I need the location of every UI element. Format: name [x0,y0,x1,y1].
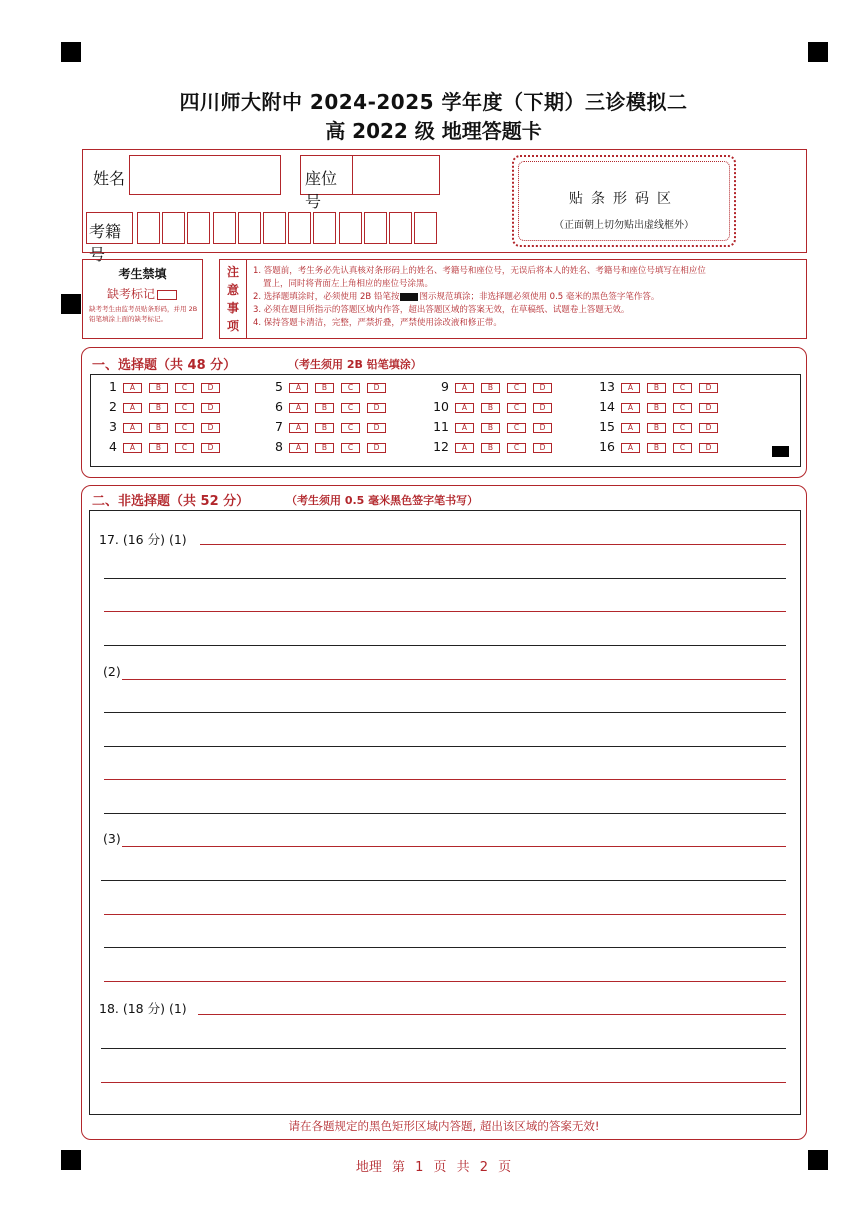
answer-bubble[interactable]: D [533,443,552,453]
page-title: 四川师大附中 2024-2025 学年度（下期）三诊模拟二 [179,90,688,114]
answer-bubble[interactable]: A [455,403,474,413]
answer-line [198,1014,786,1015]
answer-bubble[interactable]: D [533,423,552,433]
answer-bubble[interactable]: C [507,423,526,433]
answer-bubble[interactable]: B [149,403,168,413]
notice-list [253,265,800,330]
answer-bubble[interactable]: B [481,423,500,433]
notice-item-4: 4. 保持答题卡清洁，完整，严禁折叠，严禁使用涂改液和修正带。 [253,318,502,328]
exam-id-digit-box[interactable] [263,212,286,244]
notice-item-1-cont: 置上，同时将背面左上角相应的座位号涂黑。 [263,279,434,289]
notice-item-1: 1. 答题前，考生务必先认真核对条形码上的姓名、考籍号和座位号，无误后将本人的姓名、考籍号和座位号填写在相应位 [253,266,706,276]
exam-id-digit-box[interactable] [213,212,236,244]
q17-3-label: (3) [103,831,121,846]
answer-bubble[interactable]: C [175,383,194,393]
page-subtitle: 高 2022 级 地理答题卡 [325,119,542,143]
notice-box [219,259,807,339]
q17-2-label: (2) [103,664,121,679]
answer-bubble[interactable]: D [201,383,220,393]
page-footer: 地理 第 1 页 共 2 页 [355,1160,512,1175]
notice-char: 事 [226,301,239,315]
answer-bubble[interactable]: A [621,383,640,393]
answer-bubble[interactable]: A [455,383,474,393]
answer-line [104,611,786,612]
answer-bubble[interactable]: B [647,423,666,433]
answer-bubble[interactable]: C [673,383,692,393]
answer-bubble[interactable]: A [123,443,142,453]
answer-bubble[interactable]: C [673,423,692,433]
notice-char: 注 [226,265,239,279]
name-field[interactable] [129,155,281,195]
student-info-box [82,149,807,264]
answer-bubble[interactable]: C [507,403,526,413]
multiple-choice-section [81,347,807,478]
absent-mark-box [82,259,203,339]
answer-bubble[interactable]: A [621,443,640,453]
section1-instruction: （考生须用 2B 铅笔填涂） [288,358,422,371]
exam-id-digit-box[interactable] [238,212,261,244]
barcode-note: （正面朝上切勿贴出虚线框外） [554,220,694,231]
answer-bubble[interactable]: B [315,383,334,393]
answer-bubble[interactable]: A [123,423,142,433]
question-number: 3 [109,419,117,434]
question-number: 12 [433,439,449,454]
question-number: 1 [109,379,117,394]
answer-bubble[interactable]: A [455,443,474,453]
answer-bubble[interactable]: C [341,443,360,453]
answer-bubble[interactable]: C [175,423,194,433]
question-number: 15 [599,419,615,434]
question-number: 2 [109,399,117,414]
answer-bubble[interactable]: B [149,423,168,433]
answer-bubble[interactable]: A [621,403,640,413]
answer-bubble[interactable]: A [455,423,474,433]
exam-id-digit-box[interactable] [364,212,387,244]
answer-bubble[interactable]: C [175,403,194,413]
barcode-title: 贴条形码区 [569,191,679,207]
answer-bubble[interactable]: D [367,403,386,413]
name-label: 姓名 [93,169,126,188]
side-marker-left [61,294,81,314]
seat-field[interactable] [352,155,440,195]
exam-id-digit-box[interactable] [288,212,311,244]
answer-bubble[interactable]: D [367,423,386,433]
exam-id-digit-box[interactable] [414,212,437,244]
answer-line [104,645,786,646]
answer-line [101,1048,786,1049]
answer-bubble[interactable]: B [315,423,334,433]
notice-char: 项 [226,319,239,333]
question-number: 13 [599,379,615,394]
free-response-section [81,485,807,1140]
answer-line [104,712,786,713]
answer-bubble[interactable]: B [647,383,666,393]
answer-line [104,779,786,780]
seat-label-box [300,155,353,211]
answer-bubble[interactable]: B [481,403,500,413]
answer-line [104,947,786,948]
q18-label: 18. (18 分) (1) [99,1001,187,1016]
section2-heading: 二、非选择题（共 52 分） [92,494,250,509]
question-number: 6 [275,399,283,414]
answer-bubble[interactable]: B [315,443,334,453]
exam-id-digit-box[interactable] [389,212,412,244]
question-number: 5 [275,379,283,394]
answer-bubble[interactable]: A [621,423,640,433]
answer-bubble[interactable]: D [201,423,220,433]
question-number: 4 [109,439,117,454]
answer-bubble[interactable]: B [647,443,666,453]
answer-bubble[interactable]: A [289,443,308,453]
corner-marker-top-right [808,42,828,62]
absent-mark-label: 缺考标记 [107,287,156,301]
absent-mark-checkbox[interactable] [157,290,177,300]
exam-id-digit-box[interactable] [339,212,362,244]
exam-id-digit-box[interactable] [313,212,336,244]
exam-id-digit-box[interactable] [162,212,185,244]
question-number: 11 [433,419,449,434]
section2-instruction: （考生须用 0.5 毫米黑色签字笔书写） [286,494,479,507]
corner-marker-top-left [61,42,81,62]
answer-bubble[interactable]: C [673,403,692,413]
choice-grid [90,374,801,467]
notice-side-label [220,260,247,338]
answer-bubble[interactable]: C [341,383,360,393]
answer-bubble[interactable]: B [315,403,334,413]
question-number: 7 [275,419,283,434]
answer-bubble[interactable]: D [201,443,220,453]
timing-mark [772,446,789,457]
answer-bubble[interactable]: B [481,383,500,393]
answer-line [104,746,786,747]
absent-mark [107,285,177,302]
answer-bubble[interactable]: A [289,383,308,393]
answer-line [101,1082,786,1083]
notice-char: 意 [226,283,239,297]
answer-bubble[interactable]: A [123,383,142,393]
answer-bubble[interactable]: C [341,423,360,433]
answer-bubble[interactable]: B [481,443,500,453]
answer-bubble[interactable]: D [533,383,552,393]
absent-box-title: 考生禁填 [118,267,167,281]
notice-item-3: 3. 必须在题目所指示的答题区域内作答，超出答题区域的答案无效，在草稿纸、试题卷上答题无效。 [253,305,630,315]
answer-line [104,813,786,814]
absent-note: 缺考考生由监考员贴条形码，并用 2B 铅笔填涂上面的缺考标记。 [89,305,198,323]
answer-area[interactable] [89,510,801,1115]
answer-bubble[interactable]: A [123,403,142,413]
question-number: 10 [433,399,449,414]
barcode-area [512,155,736,247]
answer-bubble[interactable]: A [289,423,308,433]
answer-bubble[interactable]: C [507,383,526,393]
answer-bubble[interactable]: D [367,383,386,393]
answer-line [122,846,786,847]
answer-line [122,679,786,680]
answer-bubble[interactable]: D [699,403,718,413]
filled-example-icon [400,293,418,301]
section1-heading: 一、选择题（共 48 分） [92,358,237,373]
answer-bubble[interactable]: C [175,443,194,453]
answer-line [200,544,786,545]
answer-bubble[interactable]: A [289,403,308,413]
answer-bubble[interactable]: B [647,403,666,413]
answer-line [104,578,786,579]
answer-bubble[interactable]: D [699,383,718,393]
answer-bubble[interactable]: D [699,423,718,433]
answer-bubble[interactable]: B [149,383,168,393]
q17-label: 17. (16 分) (1) [99,532,187,547]
answer-bubble[interactable]: D [201,403,220,413]
answer-bubble[interactable]: C [673,443,692,453]
answer-bubble[interactable]: D [367,443,386,453]
answer-line [101,880,786,881]
question-number: 9 [441,379,449,394]
answer-line [104,981,786,982]
exam-id-digit-box[interactable] [187,212,210,244]
answer-line [104,914,786,915]
question-number: 14 [599,399,615,414]
exam-id-label: 考籍号 [89,222,122,264]
answer-bubble[interactable]: C [341,403,360,413]
answer-area-warning: 请在各题规定的黑色矩形区域内答题, 超出该区域的答案无效! [288,1119,600,1133]
question-number: 16 [599,439,615,454]
notice-item-2: 2. 选择题填涂时，必须使用 2B 铅笔按 图示规范填涂；非选择题必须使用 0.5 毫米的黑色签字笔作答。 [253,292,660,302]
answer-bubble[interactable]: D [533,403,552,413]
question-number: 8 [275,439,283,454]
seat-label: 座位号 [305,169,338,211]
exam-id-label-box [86,212,133,264]
exam-id-digit-box[interactable] [137,212,160,244]
answer-bubble[interactable]: D [699,443,718,453]
answer-bubble[interactable]: C [507,443,526,453]
answer-bubble[interactable]: B [149,443,168,453]
